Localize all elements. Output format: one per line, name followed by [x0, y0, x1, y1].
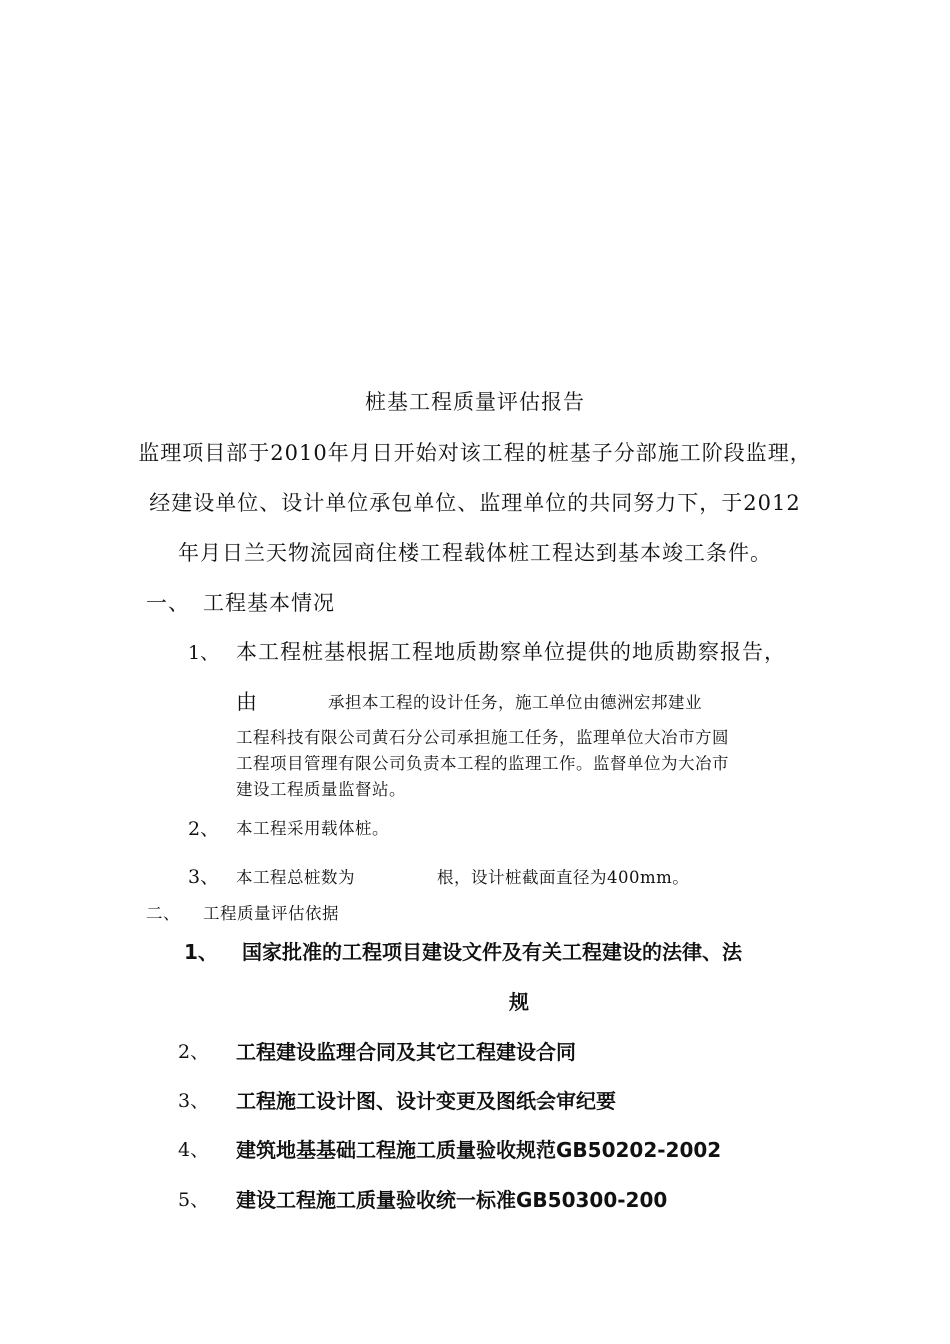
s2-item-4-text: 建筑地基基础工程施工质量验收规范GB50202-2002 [236, 1138, 722, 1162]
s1-item-2-number: 2、 [188, 818, 220, 840]
section-1-number: 一、 [146, 591, 190, 615]
s2-item-3-text: 工程施工设计图、设计变更及图纸会审纪要 [236, 1089, 616, 1113]
s1-para-line-1a: 由 [236, 690, 258, 714]
s1-item-3-number: 3、 [188, 866, 220, 888]
intro-line-1: 监理项目部于2010年月日开始对该工程的桩基子分部施工阶段监理， [138, 441, 812, 465]
section-2-title: 工程质量评估依据 [203, 904, 339, 923]
s2-item-3-number: 3、 [178, 1090, 210, 1112]
s1-item-1-number: 1、 [188, 642, 220, 664]
s1-item-2-text: 本工程采用载体桩。 [236, 819, 389, 838]
report-title: 桩基工程质量评估报告 [365, 390, 585, 414]
intro-line-3: 年月日兰天物流园商住楼工程载体桩工程达到基本竣工条件。 [178, 541, 772, 565]
section-2-number: 二、 [146, 904, 180, 923]
s2-item-2-number: 2、 [178, 1041, 210, 1063]
s2-item-1-text: 国家批准的工程项目建设文件及有关工程建设的法律、法 [242, 940, 742, 964]
section-1-title: 工程基本情况 [203, 591, 335, 615]
s1-para-line-1b: 承担本工程的设计任务，施工单位由德洲宏邦建业 [328, 693, 702, 712]
s2-item-5-text: 建设工程施工质量验收统一标准GB50300-200 [236, 1188, 668, 1212]
s2-item-1-continuation: 规 [509, 990, 529, 1014]
s2-item-1-number: 1、 [184, 940, 218, 964]
s2-item-5-number: 5、 [178, 1189, 210, 1211]
s1-item-1-text: 本工程桩基根据工程地质勘察单位提供的地质勘察报告， [236, 640, 786, 664]
s1-para-line-2: 工程科技有限公司黄石分公司承担施工任务，监理单位大冶市方圆 [236, 728, 729, 747]
s1-para-line-4: 建设工程质量监督站。 [236, 780, 406, 799]
s1-para-line-3: 工程项目管理有限公司负责本工程的监理工作。监督单位为大冶市 [236, 754, 729, 773]
intro-line-2: 经建设单位、设计单位承包单位、监理单位的共同努力下，于2012 [149, 491, 801, 515]
s2-item-4-number: 4、 [178, 1139, 210, 1161]
s1-item-3-text-a: 本工程总桩数为 [236, 868, 355, 887]
s1-item-3-text-b: 根，设计桩截面直径为400mm。 [437, 868, 690, 887]
s2-item-2-text: 工程建设监理合同及其它工程建设合同 [236, 1040, 576, 1064]
